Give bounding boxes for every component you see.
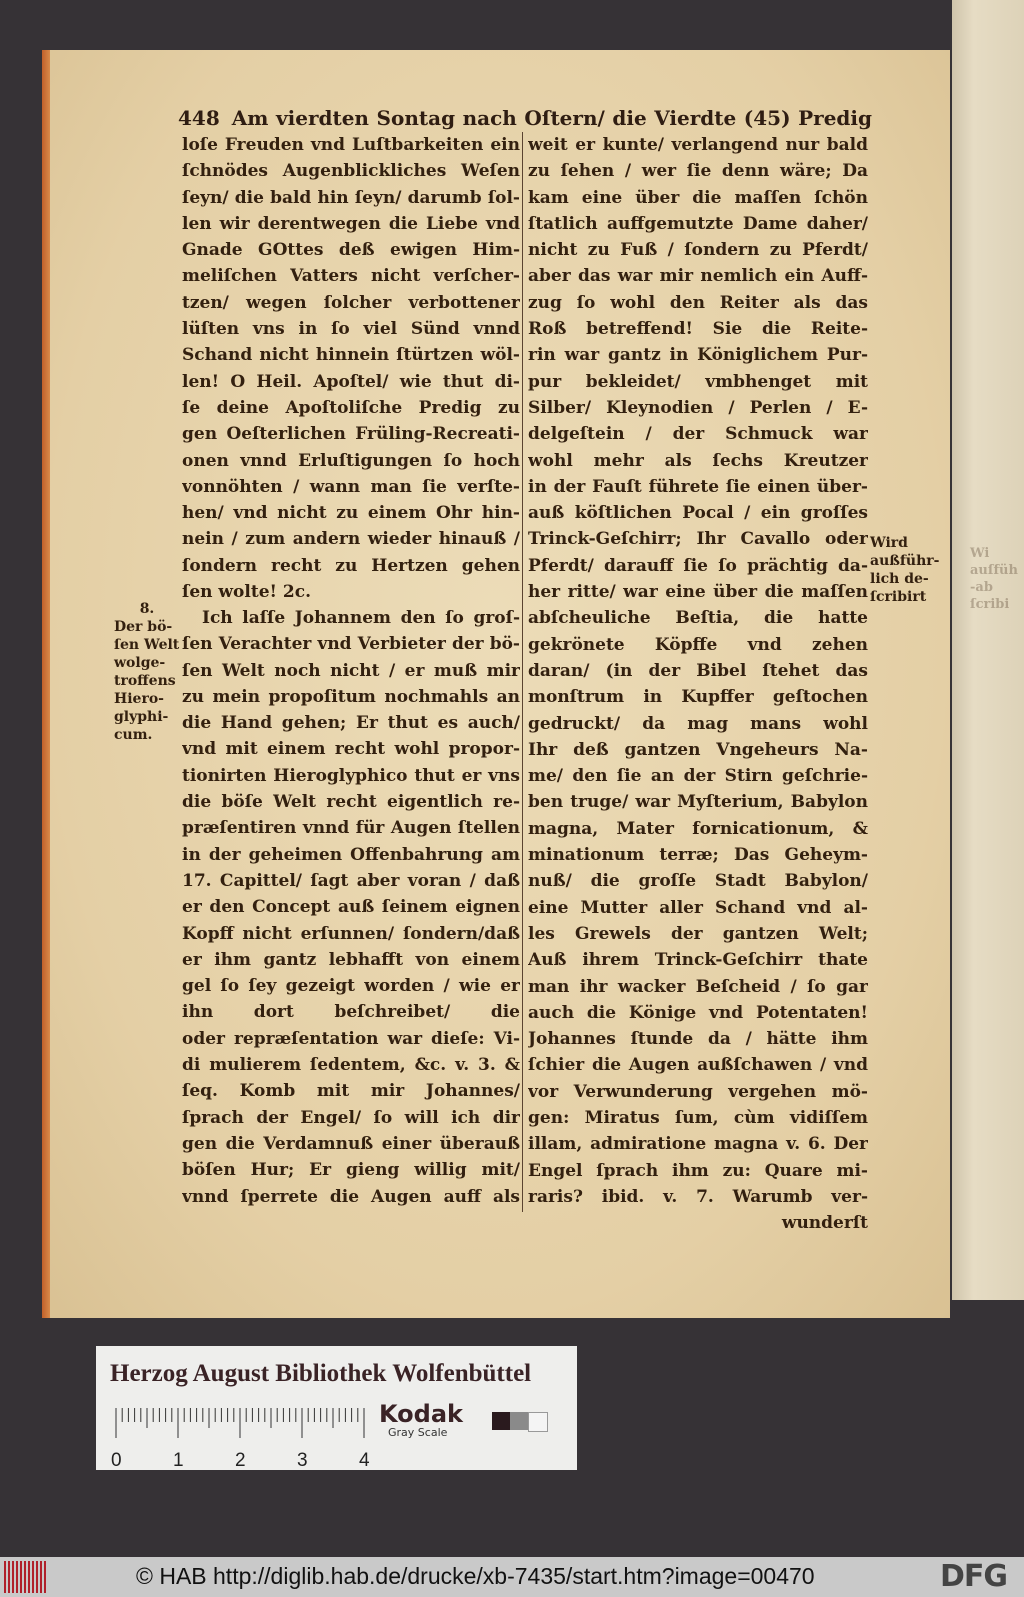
text-line: gen: Miratus ſum, cùm vidiſſem [528, 1107, 868, 1128]
text-line: Ihr deß gantzen Vngeheurs Na- [528, 739, 868, 760]
text-line: Auß ihrem Trinck-Geſchirr thate [528, 950, 868, 971]
text-line: monſtrum in Kupffer geſtochen [528, 687, 868, 708]
text-line: rin war gantz in Königlichem Pur- [528, 345, 868, 366]
text-line: vnnd ſperrete die Augen auff als [182, 1186, 520, 1207]
text-line: daran/ (in der Bibel ſtehet das [528, 660, 868, 681]
text-line: meliſchen Vatters nicht verſcher- [182, 266, 520, 287]
text-line: kam eine über die maſſen ſchön [528, 187, 868, 208]
text-line: magna, Mater fornicationum, & [528, 818, 868, 839]
ruler-label: 1 [173, 1450, 184, 1470]
text-line: in der geheimen Offenbahrung am [182, 844, 520, 865]
text-line: er den Concept auß ſeinem eignen [182, 897, 520, 918]
text-line: ſondern recht zu Hertzen gehen [182, 555, 520, 576]
text-line: ſen Verachter vnd Verbieter der bö- [182, 634, 520, 655]
text-line: tionirten Hieroglyphico thut er vns [182, 765, 520, 786]
page-number: 448 [178, 106, 220, 130]
left-margin-note [114, 600, 180, 744]
text-line: ſcribirt [870, 589, 927, 605]
text-line: delgeſtein / der Schmuck war [528, 424, 868, 445]
text-line: ſen Welt noch nicht / er muß mir [182, 660, 520, 681]
ruler-label: 4 [359, 1450, 370, 1470]
running-head-title: Am vierdten Sontag nach Oſtern/ die Vierdte (45) Predig [231, 106, 872, 130]
text-line: ſtatlich auffgemutzte Dame daher/ [528, 213, 868, 234]
source-url[interactable]: © HAB http://diglib.hab.de/drucke/xb-7435/start.htm?image=00470 [136, 1563, 815, 1589]
text-line: zu mein propoſitum nochmahls an [182, 686, 520, 707]
text-line: troffens [114, 673, 176, 689]
text-line: nein / zum andern wieder hinauß / [182, 529, 520, 550]
text-line: ſchnödes Augenblickliches Weſen [182, 161, 520, 182]
text-line: minationum terræ; Das Geheym- [528, 845, 868, 866]
text-line: raris? ibid. v. 7. Warumb ver- [528, 1186, 868, 1207]
hab-logo-icon [4, 1561, 48, 1593]
text-line: böſen Hur; Er gieng willig mit/ [182, 1160, 520, 1181]
text-line: Kopff nicht erſunnen/ ſondern/daß [182, 923, 520, 944]
text-line: Roß betreffend! Sie die Reite- [528, 319, 868, 340]
text-line: gekrönete Köpffe vnd zehen [528, 634, 868, 655]
text-line: abſcheuliche Beſtia, die hatte [528, 608, 868, 629]
text-line: ſeq. Komb mit mir Johannes/ [182, 1081, 520, 1102]
text-line: lich de- [870, 571, 929, 587]
running-head [178, 106, 872, 130]
text-line: Wird [870, 535, 908, 551]
text-line: ſen wolte! 2c. [182, 582, 311, 603]
text-line: die Hand gehen; Er thut es auch/ [182, 713, 520, 734]
text-line: wolge- [114, 655, 166, 671]
text-line: len wir derentwegen die Liebe vnd [182, 213, 520, 234]
text-line: er ihm gantz lebhafft von einem [182, 949, 520, 970]
text-line: auß köſtlichen Pocal / ein groſſes [528, 503, 868, 524]
text-line: loſe Freuden vnd Luſtbarkeiten ein [182, 135, 520, 155]
text-line: Gnade GOttes deß ewigen Him- [182, 240, 520, 261]
footer-bar [0, 1557, 1024, 1597]
text-line: die böſe Welt recht eigentlich re- [182, 792, 520, 813]
left-column-paragraph-2 [182, 605, 520, 1210]
text-line: les Grewels der gantzen Welt; [528, 923, 868, 944]
text-line: me/ den ſie an der Stirn geſchrie- [528, 766, 868, 787]
text-line: nicht zu Fuß / ſondern zu Pferdt/ [528, 240, 868, 261]
text-line: glyphi- [114, 709, 169, 725]
text-line: in der Fauſt führete ſie einen über- [528, 476, 868, 497]
kodak-logo: Kodak [379, 1400, 463, 1428]
text-line: wunderſt [781, 1213, 868, 1234]
text-line: auch die Könige vnd Potentaten! [528, 1002, 868, 1023]
ruler-label: 2 [235, 1450, 246, 1470]
ruler-label: 0 [111, 1450, 122, 1470]
text-line: 17. Capittel/ ſagt aber voran / daß [182, 870, 520, 891]
text-line: ſe deine Apoſtoliſche Predig zu [182, 397, 520, 418]
ruler-label: 3 [297, 1450, 308, 1470]
dfg-logo: DFG [940, 1559, 1008, 1594]
text-line: illam, admiratione magna v. 6. Der [528, 1134, 868, 1155]
text-line: Ich laſſe Johannem den ſo groſ- [202, 608, 520, 628]
text-line: Engel ſprach ihm zu: Quare mi- [528, 1160, 868, 1181]
gray-scale-label: Gray Scale [388, 1426, 448, 1439]
text-line: oder repræſentation war dieſe: Vi- [182, 1028, 520, 1049]
text-line: Hiero- [114, 691, 164, 707]
text-line: ſeyn/ die bald hin ſeyn/ darumb ſol- [182, 187, 520, 208]
text-line: außführ- [870, 553, 940, 569]
column-divider [522, 132, 523, 1212]
text-line: her ritte/ war eine über die maſſen [528, 582, 868, 603]
text-line: len! O Heil. Apoſtel/ wie thut di- [182, 371, 520, 392]
text-line: ben truge/ war Myſterium, Babylon [528, 792, 868, 813]
text-line: præſentiren vnnd für Augen ſtellen [182, 818, 520, 839]
right-margin-note [870, 534, 940, 606]
text-line: gen Oeſterlichen Früling-Recreati- [182, 424, 520, 445]
text-line: hen/ vnd nicht zu einem Ohr hin- [182, 503, 520, 524]
left-column-paragraph-1 [182, 132, 520, 605]
swatch-white [528, 1412, 548, 1432]
color-reference-card [96, 1346, 577, 1470]
text-line: lüſten vns in ſo viel Sünd vnnd [182, 319, 520, 340]
text-line: tzen/ wegen ſolcher verbottener [182, 292, 520, 313]
text-line: ſchier die Augen außſchawen / vnd [528, 1055, 868, 1076]
text-line: Trinck-Geſchirr; Ihr Cavallo oder [528, 529, 868, 550]
text-line: weit er kunte/ verlangend nur bald [528, 135, 868, 155]
text-line: Johannes ſtunde da / hätte ihm [528, 1029, 868, 1050]
text-line: gedruckt/ da mag mans wohl [528, 713, 868, 734]
text-line: vnd mit einem recht wohl propor- [182, 739, 520, 760]
card-title: Herzog August Bibliothek Wolfenbüttel [110, 1360, 532, 1387]
text-line: ſprach der Engel/ ſo will ich dir [182, 1107, 520, 1128]
page-edge [42, 50, 50, 1318]
text-line: 8. [139, 601, 155, 617]
text-line: man ihr wacker Beſcheid / ſo gar [528, 976, 868, 997]
text-line: gen die Verdamnuß einer überauß [182, 1133, 520, 1154]
text-line: Silber/ Kleynodien / Perlen / E- [528, 397, 868, 418]
text-line: ihn dort beſchreibet/ die [182, 1002, 520, 1023]
text-line: eine Mutter aller Schand vnd al- [528, 897, 868, 918]
text-line: nuß/ die groſſe Stadt Babylon/ [528, 871, 868, 892]
right-column [528, 132, 868, 1236]
text-line: cum. [114, 727, 153, 743]
text-line: ſen Welt [114, 637, 180, 653]
text-line: zug ſo wohl den Reiter als das [528, 292, 868, 313]
swatch-black [492, 1412, 510, 1430]
text-line: vor Verwunderung vergehen mö- [528, 1081, 868, 1102]
text-line: pur bekleidet/ vmbhenget mit [528, 371, 868, 392]
text-line: Schand nicht hinnein ſtürtzen wöl- [182, 345, 520, 366]
ruler [96, 1346, 577, 1470]
adjacent-page [952, 0, 1024, 1300]
text-line: vonnöhten / wann man ſie verſte- [182, 476, 520, 497]
text-line: di mulierem ſedentem, &c. v. 3. & [182, 1055, 520, 1076]
text-line: zu ſehen / wer ſie denn wäre; Da [528, 161, 868, 182]
text-line: gel ſo ſey gezeigt worden / wie er [182, 976, 520, 997]
text-line: Pferdt/ darauff ſie ſo prächtig da- [528, 555, 868, 576]
swatch-gray [510, 1412, 528, 1430]
text-line: onen vnnd Erluſtigungen ſo hoch [182, 450, 520, 471]
text-line: Der bö- [114, 619, 173, 635]
text-line: aber das war mir nemlich ein Auff- [528, 266, 868, 287]
text-line: wohl mehr als ſechs Kreutzer [528, 450, 868, 471]
bleed-through-text: Wi auſfüh -ab ſcribi [970, 546, 1018, 612]
